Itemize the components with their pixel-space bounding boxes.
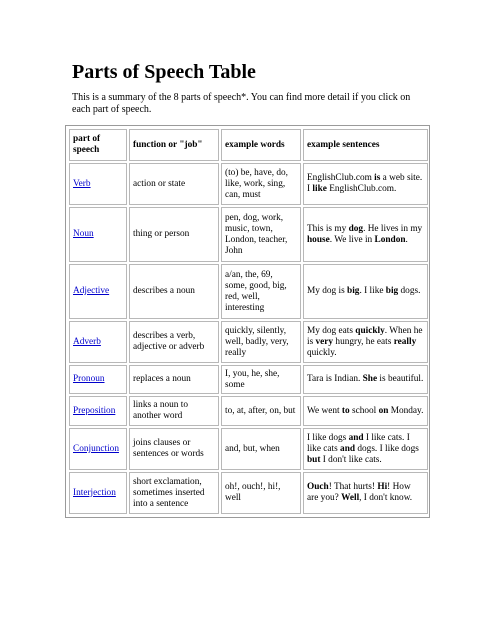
sentence-emphasis: big [347, 286, 360, 296]
words-cell: (to) be, have, do, like, work, sing, can, must [221, 163, 301, 205]
sentence-text: My dog eats [307, 325, 356, 336]
function-cell: replaces a noun [129, 365, 219, 394]
part-cell [69, 472, 127, 514]
sentence-text: . [405, 234, 408, 245]
function-cell: short exclamation, sometimes inserted into a sentence [129, 472, 219, 514]
sentence-emphasis: on [378, 405, 389, 416]
sentence-emphasis: like [312, 184, 327, 194]
sentence-cell [303, 365, 428, 394]
part-cell [69, 163, 127, 205]
sentence-emphasis: London [374, 234, 406, 245]
sentence-text: dogs. [398, 286, 421, 296]
words-cell: quickly, silently, well, badly, very, really [221, 321, 301, 363]
sentence-emphasis: really [393, 336, 417, 347]
sentence-text: I like dogs [307, 432, 349, 443]
sentence-emphasis: Well [341, 493, 360, 503]
sentence-emphasis: house [307, 234, 330, 245]
table-row [69, 264, 428, 319]
function-cell: describes a verb, adjective or adverb [129, 321, 219, 363]
function-cell: action or state [129, 163, 219, 205]
part-cell [69, 321, 127, 363]
sentence-text: I like cats. I like cats [307, 432, 410, 454]
part-link-adverb[interactable]: Adverb [73, 336, 101, 347]
sentence-cell [303, 163, 428, 205]
sentence-text: quickly. [307, 347, 337, 358]
sentence-emphasis: quickly [355, 325, 385, 336]
table-row [69, 163, 428, 205]
table-row [69, 396, 428, 426]
sentence-text: We went [307, 405, 342, 416]
parts-of-speech-table [65, 125, 430, 518]
sentence-cell [303, 264, 428, 319]
sentence-text: . He lives in my [363, 223, 423, 234]
part-link-conjunction[interactable]: Conjunction [73, 443, 119, 454]
part-cell [69, 428, 127, 470]
sentence-emphasis: Ouch [307, 482, 329, 492]
sentence-text: Monday. [388, 405, 424, 416]
header-part-of-speech: part of speech [69, 129, 127, 161]
words-cell: pen, dog, work, music, town, London, teacher, John [221, 207, 301, 262]
sentence-text: a web site. I [307, 173, 423, 194]
sentence-emphasis: dog [348, 223, 364, 234]
sentence-text: ! That hurts! [328, 482, 378, 492]
sentence-text: EnglishClub.com. [326, 184, 397, 194]
sentence-cell [303, 396, 428, 426]
intro-paragraph: This is a summary of the 8 parts of speech*. You can find more detail if you click on each part of speech. [72, 92, 411, 115]
part-cell [69, 207, 127, 262]
page-title: Parts of Speech Table [72, 61, 256, 83]
words-cell: and, but, when [221, 428, 301, 470]
part-link-adjective[interactable]: Adjective [73, 286, 110, 296]
part-link-pronoun[interactable]: Pronoun [73, 374, 105, 384]
words-cell: I, you, he, she, some [221, 365, 301, 394]
sentence-emphasis: is [374, 173, 381, 183]
sentence-text: . I like [359, 286, 386, 296]
part-link-noun[interactable]: Noun [73, 229, 94, 239]
sentence-text: . We live in [329, 234, 375, 245]
sentence-text: ! How are you? [307, 482, 411, 503]
sentence-text: school [349, 405, 379, 416]
table-row [69, 207, 428, 262]
part-link-interjection[interactable]: Interjection [73, 487, 116, 498]
sentence-cell [303, 321, 428, 363]
sentence-emphasis: and [340, 443, 356, 454]
sentence-text: , I don't know. [359, 493, 413, 503]
words-cell: oh!, ouch!, hi!, well [221, 472, 301, 514]
sentence-text: EnglishClub.com [307, 173, 375, 183]
header-example-sentences: example sentences [303, 129, 428, 161]
sentence-text: This is my [307, 223, 349, 234]
words-cell: a/an, the, 69, some, good, big, red, well, interesting [221, 264, 301, 319]
table-header-row [69, 129, 428, 161]
sentence-text: dogs. I like dogs [355, 443, 419, 454]
sentence-emphasis: but [307, 454, 321, 465]
sentence-text: hungry, he eats [333, 336, 394, 347]
sentence-emphasis: very [315, 336, 334, 347]
function-cell: links a noun to another word [129, 396, 219, 426]
table-row [69, 428, 428, 470]
sentence-cell [303, 472, 428, 514]
sentence-text: . When he is [307, 325, 423, 347]
sentence-text: My dog is [307, 286, 348, 296]
part-cell [69, 264, 127, 319]
sentence-text: is beautiful. [377, 374, 424, 384]
function-cell: joins clauses or sentences or words [129, 428, 219, 470]
table-row [69, 365, 428, 394]
table-row [69, 472, 428, 514]
part-link-preposition[interactable]: Preposition [73, 405, 116, 416]
sentence-emphasis: big [385, 286, 399, 296]
part-cell [69, 365, 127, 394]
header-example-words: example words [221, 129, 301, 161]
sentence-cell [303, 428, 428, 470]
sentence-cell [303, 207, 428, 262]
function-cell: describes a noun [129, 264, 219, 319]
part-link-verb[interactable]: Verb [73, 178, 91, 189]
sentence-emphasis: and [348, 432, 364, 443]
words-cell: to, at, after, on, but [221, 396, 301, 426]
sentence-emphasis: She [362, 374, 378, 384]
header-function: function or "job" [129, 129, 219, 161]
sentence-emphasis: Hi [377, 482, 388, 492]
part-cell [69, 396, 127, 426]
table-row [69, 321, 428, 363]
sentence-text: I don't like cats. [320, 454, 382, 465]
function-cell: thing or person [129, 207, 219, 262]
sentence-text: Tara is Indian. [307, 374, 363, 384]
sentence-emphasis: to [341, 405, 350, 416]
